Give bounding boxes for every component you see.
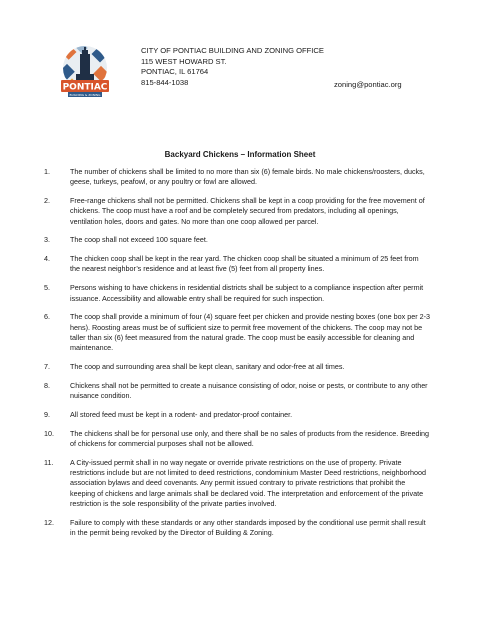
item-text: A City-issued permit shall in no way negate or override private restrictions on the use of property. Private restrictions include but are not limited to deed restrictions, condominium Master Deed restrictions, neighborhood association bylaws and deed covenants. Any permit issued contrary to private restrictions that prohibit the keeping of chickens and large animals shall be declared void. The interpretation and enforcement of the private restriction is the sole responsibility of the private parties involved.: [70, 457, 426, 508]
list-item: [44, 283, 430, 303]
list-item: [44, 381, 430, 401]
list-item: [44, 429, 430, 449]
list-item: [44, 312, 430, 353]
item-number: 10.: [44, 428, 54, 438]
item-number: 2.: [44, 196, 50, 206]
list-item: [44, 196, 430, 227]
item-text: Free-range chickens shall not be permitted. Chickens shall be kept in a coop providing for the free movement of chickens. The coop must have a roof and be completely secured from predators, including all openings, ventilation holes, doors and gates. No more than one coop allowed per parcel.: [70, 196, 425, 226]
list-item: [44, 458, 430, 509]
item-text: The number of chickens shall be limited to no more than six (6) female birds. No male chickens/roosters, ducks, geese, turkeys, peafowl, or any poultry or fowl are allowed.: [70, 167, 425, 187]
item-number: 11.: [44, 457, 54, 467]
item-text: Persons wishing to have chickens in residential districts shall be subject to a compliance inspection after permit issuance. Accessibility and allowable entry shall be required for such inspection.: [70, 283, 424, 303]
item-number: 1.: [44, 167, 50, 176]
item-text: The coop and surrounding area shall be kept clean, sanitary and odor-free at all times.: [70, 361, 345, 371]
item-number: 6.: [44, 312, 50, 322]
phone-number: 815-844-1038: [141, 77, 189, 87]
page-title: Backyard Chickens – Information Sheet: [164, 150, 316, 159]
office-name: CITY OF PONTIAC BUILDING AND ZONING OFFICE: [141, 46, 324, 55]
item-text: Chickens shall not be permitted to create a nuisance consisting of odor, noise or pests, or contribute to any other nuisance condition.: [70, 380, 428, 401]
list-item: [44, 410, 430, 420]
city-state-zip: PONTIAC, IL 61764: [141, 67, 209, 76]
item-text: The coop shall not exceed 100 square feet.: [70, 235, 208, 245]
item-text: All stored feed must be kept in a rodent- and predator-proof container.: [70, 409, 293, 419]
rules-list: [44, 167, 430, 547]
street-address: 115 WEST HOWARD ST.: [141, 56, 227, 66]
list-item: [44, 518, 430, 538]
item-number: 9.: [44, 409, 50, 419]
pontiac-logo: [54, 42, 116, 102]
item-number: 8.: [44, 380, 50, 390]
list-item: [44, 254, 430, 274]
list-item: [44, 235, 430, 245]
item-number: 5.: [44, 283, 50, 293]
item-text: Failure to comply with these standards or any other standards imposed by the conditional use permit shall result in the permit being revoked by the Director of Building & Zoning.: [70, 517, 426, 537]
item-number: 3.: [44, 235, 50, 245]
email-address[interactable]: zoning@pontiac.org: [334, 80, 402, 89]
list-item: [44, 362, 430, 372]
logo-text: PONTIAC: [62, 82, 108, 93]
item-number: 7.: [44, 361, 50, 371]
list-item: [44, 167, 430, 187]
item-number: 12.: [44, 517, 54, 527]
item-text: The coop shall provide a minimum of four (4) square feet per chicken and provide nesting boxes (one box per 2-3 hens). Roosting areas must be of sufficient size to permit free movement of the chickens. The coop may not be taller than six (6) feet measured from the natural grade. The coop must be easily accessible for cleaning and maintenance.: [70, 312, 430, 353]
logo-subtext: BUILDING & ZONING: [69, 93, 101, 97]
item-text: The chickens shall be for personal use only, and there shall be no sales of products from the residence. Breeding of chickens for commercial purposes shall not be allowed.: [70, 428, 430, 449]
item-text: The chicken coop shall be kept in the rear yard. The chicken coop shall be situated a minimum of 25 feet from the nearest neighbor’s residence and at least five (5) feet from all property lines.: [70, 254, 419, 274]
item-number: 4.: [44, 254, 50, 264]
office-address: [141, 46, 324, 88]
